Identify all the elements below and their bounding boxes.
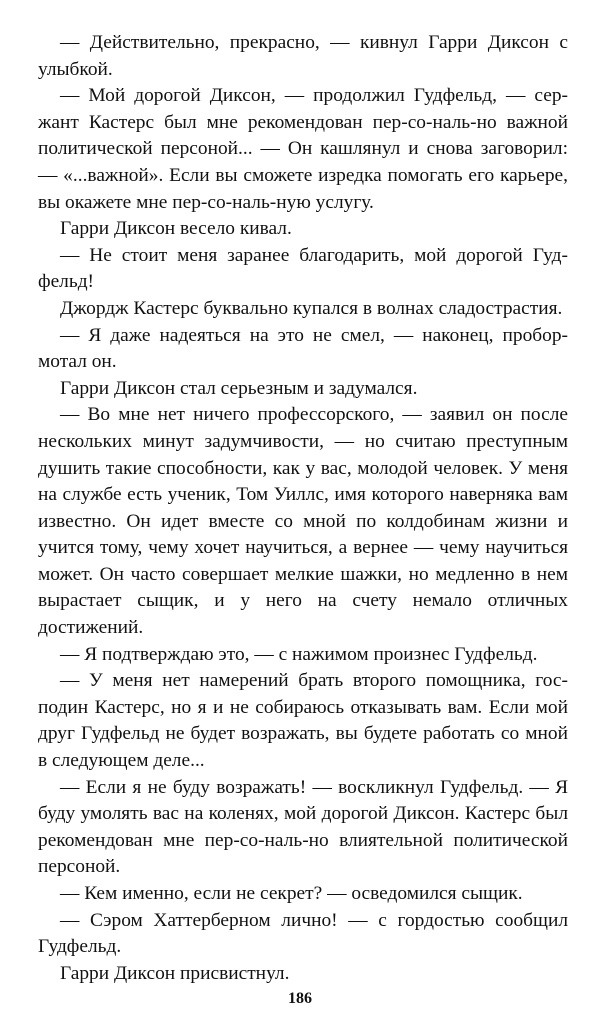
paragraph: — У меня нет намерений брать второго помощника, господин Кастерс, но я и не собираюсь отказывать вам. Если мой друг Гудфельд не будет возражать, вы будете работать со мной в следующем деле... bbox=[38, 670, 568, 772]
paragraph: Гарри Диксон присвистнул. bbox=[60, 962, 290, 984]
paragraph: — Действительно, прекрасно, — кивнул Гарри Диксон с улыбкой. bbox=[38, 32, 568, 80]
paragraph: — Мой дорогой Диксон, — продолжил Гудфельд, — сержант Кастерс был мне рекомендован пер-со-наль-но важной политической персоной... — Он кашлянул и снова заговорил: — «...важной». Если вы сможете изредка помогать его карьере, вы окажете мне пер-со-наль-ную услугу. bbox=[38, 85, 568, 213]
paragraph: Джордж Кастерс буквально купался в волнах сладострастия. bbox=[60, 297, 563, 319]
body-text bbox=[38, 30, 568, 987]
paragraph: Гарри Диксон весело кивал. bbox=[60, 218, 292, 240]
paragraph: — Кем именно, если не секрет? — осведомился сыщик. bbox=[60, 883, 523, 904]
page-number: 186 bbox=[288, 990, 312, 1007]
paragraph: — Не стоит меня заранее благодарить, мой дорогой Гудфельд! bbox=[38, 244, 568, 293]
paragraph: — Если я не буду возражать! — воскликнул Гудфельд. — Я буду умолять вас на коленях, мой дорогой Диксон. Кастерс был рекомендован мне пер-со-наль-но влиятельной политической персоной. bbox=[38, 776, 568, 878]
paragraph: — Я даже надеяться на это не смел, — наконец, пробормотал он. bbox=[38, 324, 568, 373]
paragraph: — Сэром Хаттерберном лично! — с гордостью сообщил Гудфельд. bbox=[38, 909, 568, 958]
paragraph: — Я подтверждаю это, — с нажимом произнес Гудфельд. bbox=[60, 643, 538, 665]
paragraph: — Во мне нет ничего профессорского, — заявил он после нескольких минут задумчивости, — но считаю преступным душить такие способности, как у вас, молодой человек. У меня на службе есть ученик, Том Уиллс, имя которого наверняка вам известно. Он идет вместе со мной по колдобинам жизни и учится тому, чему хочет научиться, а вернее — чему научиться может. Он часто совершает мелкие шажки, но медленно в нем вырастает сыщик, и у него на счету немало отличных достижений. bbox=[38, 404, 568, 639]
paragraph: Гарри Диксон стал серьезным и задумался. bbox=[60, 377, 418, 399]
